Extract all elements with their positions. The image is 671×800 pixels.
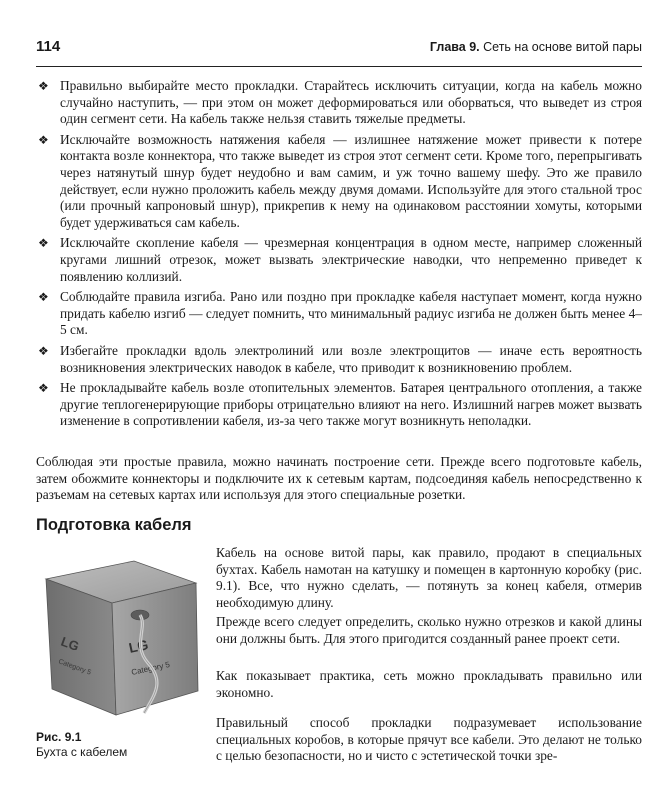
diamond-bullet-icon: ❖ [38, 381, 49, 396]
box-category-right: Category 5 [130, 660, 171, 677]
diamond-bullet-icon: ❖ [38, 343, 49, 358]
header-rule [36, 66, 642, 67]
list-item [36, 78, 642, 128]
box-brand-left: LG [58, 633, 82, 654]
figure-caption-text: Бухта с кабелем [36, 745, 128, 759]
section-paragraph: Как показывает практика, сеть можно прокладывать правильно или экономно. [216, 668, 642, 700]
list-item [36, 289, 642, 339]
list-item-text: Исключайте возможность натяжения кабеля — излишнее натяжение может привести к потере контакта возле коннектора, что также выведет из строя этот сегмент сети. Кроме того, перепрыгивать через натянутый шнур будет неудобно и вам самим, и уж точно вашему шефу. Это же правило действует, если нужно проложить кабель между двумя домами. Используйте для этого стальной трос (или прочный капроновый шнур), прикрепив к нему на одинаковом расстоянии хомуты, которыми будет удерживаться сам кабель. [60, 131, 642, 230]
chapter-label: Глава 9. [429, 40, 480, 54]
box-brand-right: LG [127, 636, 150, 656]
figure-caption [36, 730, 208, 760]
page-header [36, 36, 642, 62]
chapter-heading [430, 40, 642, 54]
list-item-text: Соблюдайте правила изгиба. Рано или поздно при прокладке кабеля наступает момент, когда нужно придать кабелю изгиб — следует помнить, что минимальный радиус изгиба не должен быть менее 4–5 см. [60, 289, 642, 338]
list-item-text: Правильно выбирайте место прокладки. Старайтесь исключить ситуации, когда на кабель можно случайно наступить, — при этом он может деформироваться или оборваться, что выведет из строя один сегмент сети. На кабель также нельзя ставить тяжелые предметы. [60, 78, 642, 127]
list-item [36, 380, 642, 430]
list-item [36, 235, 642, 285]
section-paragraph: Кабель на основе витой пары, как правило, продают в специальных бухтах. Кабель намотан на катушку и помещен в картонную коробку (рис. 9.1). Все, что нужно сделать, — потянуть за конец кабеля, отмерив необходимую длину. [216, 545, 642, 610]
list-item-text: Не прокладывайте кабель возле отопительных элементов. Батарея центрального отопления, а также другие теплогенерирующие приборы отрицательно влияют на него. Излишний нагрев может вызвать изменение в сопротивлении кабеля, из-за чего также могут возникнуть неполадки. [60, 380, 642, 429]
diamond-bullet-icon: ❖ [38, 79, 49, 93]
list-item-text: Избегайте прокладки вдоль электролиний или возле электрощитов — иначе есть вероятность возникновения электрических наводок в кабеле, что приводит к возникновению проблем. [60, 342, 642, 375]
intro-paragraph: Соблюдая эти простые правила, можно начинать построение сети. Прежде всего подготовьте кабель, затем обожмите коннекторы и подключите их к сетевым картам, подсоединяя кабель непосредственно к разъемам на сетевых картах или используя для этого специальные розетки. [36, 454, 642, 503]
rules-list [36, 78, 642, 434]
page-number: 114 [36, 38, 61, 55]
diamond-bullet-icon: ❖ [38, 132, 49, 147]
section-paragraph: Правильный способ прокладки подразумевает использование специальных коробов, в которые прячут все кабели. Это делают не только с целью безопасности, но и чисто с эстетической точки зре- [216, 715, 642, 764]
section-paragraph: Прежде всего следует определить, сколько нужно отрезков и какой длины они должны быть. Для этого пригодится созданный ранее проект сети. [216, 614, 642, 646]
cable-box-image [36, 553, 208, 723]
diamond-bullet-icon: ❖ [38, 290, 49, 305]
box-category-left: Category 5 [57, 658, 92, 677]
diamond-bullet-icon: ❖ [38, 236, 49, 251]
list-item [36, 132, 642, 232]
list-item [36, 343, 642, 376]
section-title: Подготовка кабеля [36, 516, 192, 534]
chapter-title: Сеть на основе витой пары [483, 40, 642, 54]
cable-box-figure [36, 553, 208, 723]
figure-number: Рис. 9.1 [36, 730, 82, 744]
list-item-text: Исключайте скопление кабеля — чрезмерная концентрация в одном месте, например сложенный кругами лишний отрезок, может вызвать электрические наводки, что непременно приведет к появлению коллизий. [60, 235, 642, 284]
